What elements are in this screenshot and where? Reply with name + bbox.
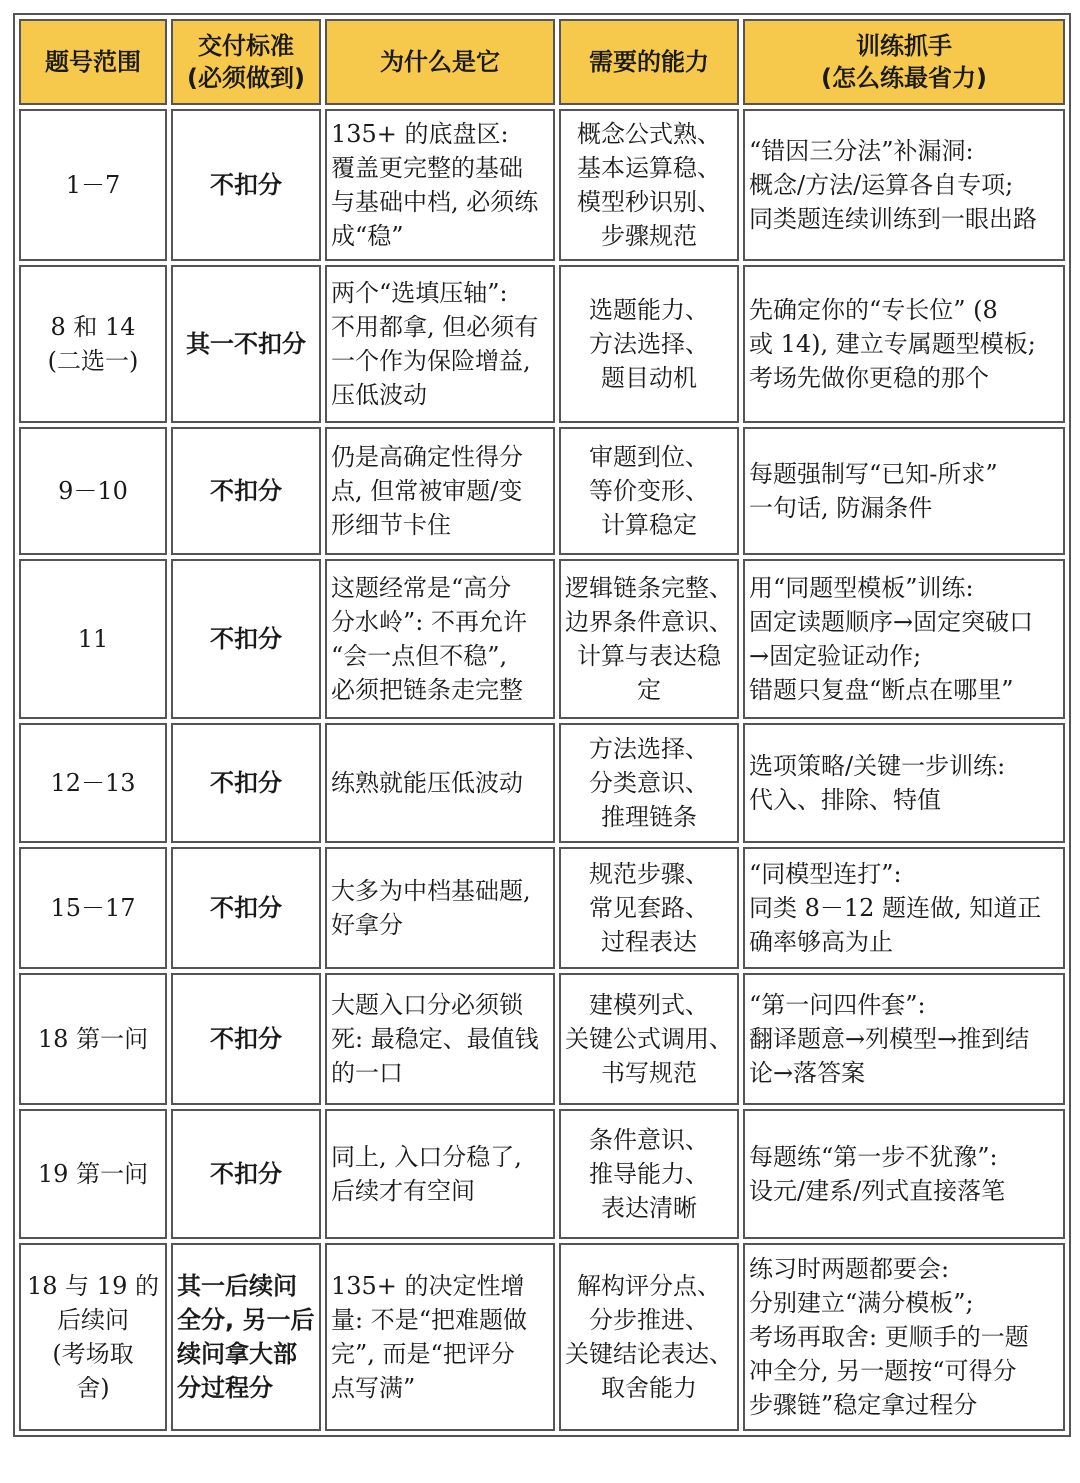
cell-ability-line: 规范步骤、 <box>589 860 709 888</box>
cell-standard-line: 不扣分 <box>210 894 282 922</box>
cell-range <box>19 265 167 423</box>
table-row <box>19 847 1065 969</box>
cell-training-line: 每题练“第一步不犹豫”: <box>749 1143 998 1171</box>
cell-standard <box>171 847 321 969</box>
cell-ability <box>559 1243 739 1431</box>
cell-standard-line: 续问拿大部 <box>177 1340 297 1368</box>
cell-why-line: “会一点但不稳”, <box>331 642 508 670</box>
cell-ability <box>559 265 739 423</box>
cell-training-line: 用“同题型模板”训练: <box>749 574 974 602</box>
table-row <box>19 1109 1065 1239</box>
table-row <box>19 559 1065 719</box>
cell-training-line: 或 14), 建立专属题型模板; <box>749 330 1036 358</box>
header-standard: 交付标准 (必须做到) <box>171 19 321 105</box>
cell-training <box>743 723 1065 843</box>
cell-training <box>743 265 1065 423</box>
header-ability: 需要的能力 <box>559 19 739 105</box>
cell-why-line: 与基础中档, 必须练 <box>331 188 539 216</box>
cell-training-line: 同类 8－12 题连做, 知道正 <box>749 894 1042 922</box>
header-range: 题号范围 <box>19 19 167 105</box>
header-training: 训练抓手 (怎么练最省力) <box>743 19 1065 105</box>
cell-why <box>325 1243 555 1431</box>
cell-ability-line: 定 <box>637 676 661 704</box>
cell-why-line: 死: 最稳定、最值钱 <box>331 1025 539 1053</box>
cell-range-line: (二选一) <box>47 347 139 375</box>
cell-range-line: 18 与 19 的 <box>27 1272 159 1300</box>
cell-ability-line: 分步推进、 <box>589 1306 709 1334</box>
cell-range <box>19 847 167 969</box>
cell-why-line: 的一口 <box>331 1059 403 1087</box>
cell-training-line: 步骤链”稳定拿过程分 <box>749 1391 978 1419</box>
cell-why-line: 不用都拿, 但必须有 <box>331 313 539 341</box>
cell-ability-line: 逻辑链条完整、 <box>565 574 733 602</box>
cell-why-line: 同上, 入口分稳了, <box>331 1143 522 1171</box>
cell-why <box>325 265 555 423</box>
cell-ability-line: 过程表达 <box>601 928 697 956</box>
cell-ability-line: 关键结论表达、 <box>565 1340 733 1368</box>
cell-why-line: 135+ 的底盘区: <box>331 120 509 148</box>
cell-training <box>743 427 1065 555</box>
cell-range-line: 舍) <box>76 1374 110 1402</box>
cell-ability <box>559 559 739 719</box>
cell-why-line: 两个“选填压轴”: <box>331 279 508 307</box>
cell-ability-line: 表达清晰 <box>601 1194 697 1222</box>
cell-training-line: 概念/方法/运算各自专项; <box>749 171 1014 199</box>
cell-ability-line: 建模列式、 <box>589 991 709 1019</box>
cell-why-line: 大题入口分必须锁 <box>331 991 523 1019</box>
cell-training-line: →固定验证动作; <box>749 642 922 670</box>
table-row <box>19 427 1065 555</box>
cell-ability-line: 步骤规范 <box>601 222 697 250</box>
cell-standard-line: 不扣分 <box>210 171 282 199</box>
cell-ability-line: 等价变形、 <box>589 477 709 505</box>
cell-standard-line: 不扣分 <box>210 477 282 505</box>
cell-training <box>743 1109 1065 1239</box>
cell-why-line: 点, 但常被审题/变 <box>331 477 523 505</box>
cell-standard-line: 不扣分 <box>210 1160 282 1188</box>
cell-range-line: 19 第一问 <box>37 1160 149 1188</box>
cell-why-line: 一个作为保险增益, <box>331 347 531 375</box>
cell-training-line: 每题强制写“已知-所求” <box>749 460 998 488</box>
cell-standard-line: 其一后续问 <box>177 1272 297 1300</box>
cell-ability-line: 推导能力、 <box>589 1160 709 1188</box>
cell-why-line: 覆盖更完整的基础 <box>331 154 523 182</box>
cell-range <box>19 1243 167 1431</box>
cell-training-line: 分别建立“满分模板”; <box>749 1289 974 1317</box>
cell-standard-line: 不扣分 <box>210 625 282 653</box>
cell-training-line: 论→落答案 <box>749 1059 866 1087</box>
cell-why-line: 135+ 的决定性增 <box>331 1272 525 1300</box>
cell-training <box>743 109 1065 261</box>
cell-why-line: 分水岭”: 不再允许 <box>331 608 527 636</box>
cell-ability-line: 模型秒识别、 <box>577 188 721 216</box>
cell-range-line: 后续问 <box>57 1306 129 1334</box>
cell-ability-line: 方法选择、 <box>589 330 709 358</box>
cell-why-line: 这题经常是“高分 <box>331 574 512 602</box>
cell-ability-line: 基本运算稳、 <box>577 154 721 182</box>
cell-why <box>325 427 555 555</box>
cell-why <box>325 559 555 719</box>
cell-why-line: 仍是高确定性得分 <box>331 443 523 471</box>
cell-ability <box>559 109 739 261</box>
strategy-table-wrapper <box>13 13 1071 1437</box>
cell-training-line: 练习时两题都要会: <box>749 1255 950 1283</box>
cell-range-line: (考场取 <box>52 1340 134 1368</box>
cell-standard-line: 全分, 另一后 <box>177 1306 315 1334</box>
cell-range <box>19 109 167 261</box>
cell-standard-line: 不扣分 <box>210 769 282 797</box>
table-row <box>19 1243 1065 1431</box>
table-row <box>19 723 1065 843</box>
cell-standard <box>171 265 321 423</box>
cell-training-line: 冲全分, 另一题按“可得分 <box>749 1357 1017 1385</box>
cell-range <box>19 427 167 555</box>
cell-standard <box>171 723 321 843</box>
cell-range-line: 8 和 14 <box>50 313 136 341</box>
cell-why-line: 必须把链条走完整 <box>331 676 523 704</box>
cell-ability-line: 关键公式调用、 <box>565 1025 733 1053</box>
cell-ability-line: 分类意识、 <box>589 769 709 797</box>
cell-standard <box>171 559 321 719</box>
table-row <box>19 973 1065 1105</box>
cell-training-line: “错因三分法”补漏洞: <box>749 137 974 165</box>
cell-range-line: 9－10 <box>58 477 128 505</box>
cell-standard <box>171 1243 321 1431</box>
cell-standard <box>171 1109 321 1239</box>
cell-ability-line: 条件意识、 <box>589 1126 709 1154</box>
cell-range-line: 15－17 <box>50 894 136 922</box>
cell-why-line: 压低波动 <box>331 381 427 409</box>
cell-standard-line: 不扣分 <box>210 1025 282 1053</box>
cell-training-line: 考场先做你更稳的那个 <box>749 364 989 392</box>
cell-training <box>743 1243 1065 1431</box>
cell-training-line: 先确定你的“专长位” (8 <box>749 296 998 324</box>
cell-training <box>743 559 1065 719</box>
cell-why-line: 练熟就能压低波动 <box>331 769 523 797</box>
cell-range-line: 11 <box>77 625 109 653</box>
cell-range <box>19 973 167 1105</box>
cell-why <box>325 847 555 969</box>
cell-ability <box>559 427 739 555</box>
cell-training <box>743 847 1065 969</box>
cell-why <box>325 1109 555 1239</box>
cell-standard <box>171 109 321 261</box>
cell-ability-line: 计算稳定 <box>601 511 697 539</box>
cell-why-line: 完”, 而是“把评分 <box>331 1340 515 1368</box>
cell-standard <box>171 973 321 1105</box>
cell-range <box>19 723 167 843</box>
cell-why <box>325 973 555 1105</box>
cell-why-line: 成“稳” <box>331 222 404 250</box>
cell-ability-line: 概念公式熟、 <box>577 120 721 148</box>
cell-training-line: 确率够高为止 <box>749 928 893 956</box>
cell-ability-line: 计算与表达稳 <box>577 642 721 670</box>
cell-why-line: 好拿分 <box>331 911 403 939</box>
cell-range <box>19 559 167 719</box>
cell-why-line: 点写满” <box>331 1374 416 1402</box>
table-row <box>19 109 1065 261</box>
cell-range-line: 18 第一问 <box>37 1025 149 1053</box>
cell-standard-line: 分过程分 <box>177 1374 273 1402</box>
cell-ability <box>559 1109 739 1239</box>
cell-standard <box>171 427 321 555</box>
cell-why <box>325 109 555 261</box>
table-row <box>19 265 1065 423</box>
cell-range-line: 12－13 <box>50 769 136 797</box>
cell-range <box>19 1109 167 1239</box>
cell-ability <box>559 847 739 969</box>
cell-ability-line: 选题能力、 <box>589 296 709 324</box>
cell-training-line: 固定读题顺序→固定突破口 <box>749 608 1034 636</box>
cell-ability-line: 解构评分点、 <box>577 1272 721 1300</box>
cell-training-line: “同模型连打”: <box>749 860 902 888</box>
cell-ability-line: 方法选择、 <box>589 735 709 763</box>
cell-ability-line: 题目动机 <box>601 364 697 392</box>
header-why: 为什么是它 <box>325 19 555 105</box>
cell-training-line: 考场再取舍: 更顺手的一题 <box>749 1323 1029 1351</box>
cell-training-line: 设元/建系/列式直接落笔 <box>749 1177 1006 1205</box>
cell-ability-line: 常见套路、 <box>589 894 709 922</box>
cell-why-line: 量: 不是“把难题做 <box>331 1306 527 1334</box>
cell-range-line: 1－7 <box>65 171 121 199</box>
cell-ability-line: 推理链条 <box>601 803 697 831</box>
strategy-table <box>13 13 1071 1437</box>
cell-why-line: 大多为中档基础题, <box>331 877 531 905</box>
cell-ability <box>559 973 739 1105</box>
cell-ability-line: 审题到位、 <box>589 443 709 471</box>
cell-ability-line: 边界条件意识、 <box>565 608 733 636</box>
cell-why <box>325 723 555 843</box>
cell-why-line: 后续才有空间 <box>331 1177 475 1205</box>
cell-training-line: 错题只复盘“断点在哪里” <box>749 676 1014 704</box>
cell-training <box>743 973 1065 1105</box>
cell-training-line: 选项策略/关键一步训练: <box>749 752 1006 780</box>
cell-ability <box>559 723 739 843</box>
cell-training-line: 同类题连续训练到一眼出路 <box>749 205 1037 233</box>
header-row <box>19 19 1065 105</box>
cell-training-line: 代入、排除、特值 <box>749 786 941 814</box>
cell-training-line: 一句话, 防漏条件 <box>749 494 933 522</box>
cell-standard-line: 其一不扣分 <box>186 330 306 358</box>
cell-ability-line: 取舍能力 <box>601 1374 697 1402</box>
cell-training-line: 翻译题意→列模型→推到结 <box>749 1025 1030 1053</box>
cell-ability-line: 书写规范 <box>601 1059 697 1087</box>
cell-training-line: “第一问四件套”: <box>749 991 926 1019</box>
cell-why-line: 形细节卡住 <box>331 511 451 539</box>
